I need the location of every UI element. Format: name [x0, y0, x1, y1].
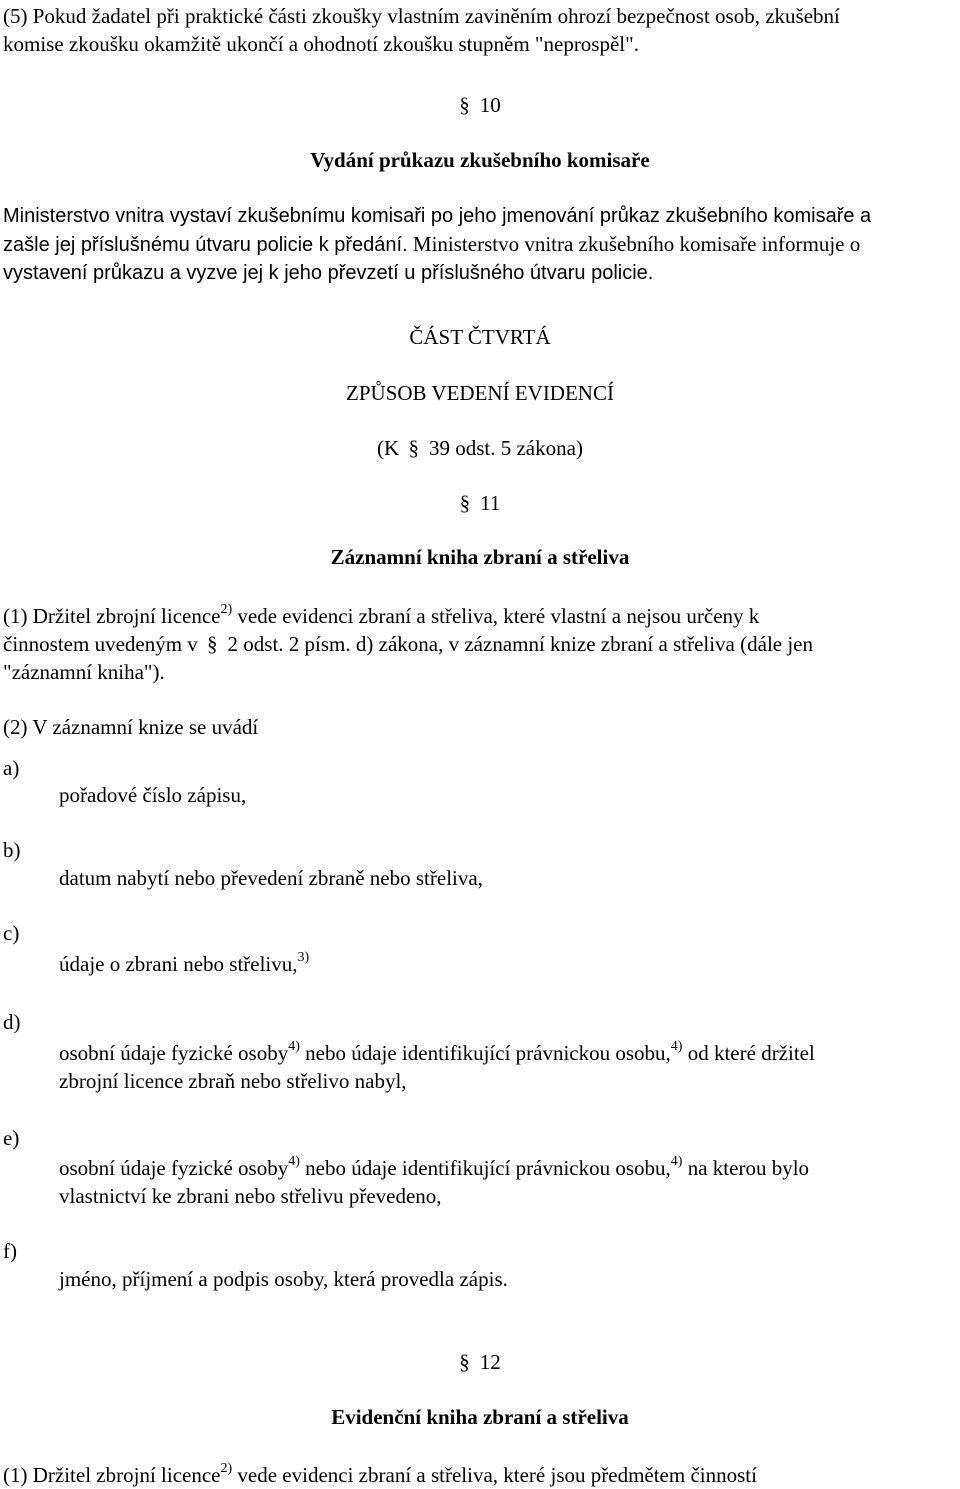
part-4-reference-pre: (K: [377, 436, 400, 460]
item-text-mid: nebo údaje identifikující právnickou osobu,: [299, 1041, 671, 1065]
section-10-title: Vydání průkazu zkušebního komisaře: [310, 148, 650, 172]
section-12-p1-post: vede evidenci zbraní a střeliva, které jsou předmětem činností: [232, 1463, 757, 1487]
section-mark: §: [408, 436, 419, 460]
paragraph-5-line-2: komise zkoušku okamžitě ukončí a ohodnotí zkoušku stupněm "neprospěl".: [3, 32, 639, 56]
item-text-line-2: zbrojní licence zbraň nebo střelivo nabyl,: [59, 1069, 407, 1093]
section-11-p1-line3: "záznamní kniha").: [3, 660, 165, 684]
footnote-ref: 2): [220, 1461, 233, 1476]
section-10-line-3: vystavení průkazu a vyzve jej k jeho převzetí u příslušného útvaru policie.: [3, 262, 654, 284]
part-4-subtitle: ZPŮSOB VEDENÍ EVIDENCÍ: [346, 381, 614, 405]
footnote-ref: 4): [670, 1039, 683, 1054]
item-text-wrap: [59, 1039, 940, 1095]
section-12-number-text: 12: [479, 1350, 501, 1374]
section-mark: §: [207, 632, 218, 656]
footnote-ref: 2): [220, 602, 233, 617]
item-letter: a): [3, 756, 20, 780]
section-10-number-text: 10: [479, 93, 501, 117]
section-11-number: [0, 489, 960, 517]
item-letter: d): [3, 1010, 21, 1034]
item-text: pořadové číslo zápisu,: [59, 783, 247, 807]
section-12-p1-pre: (1) Držitel zbrojní licence: [3, 1463, 221, 1487]
footnote-ref: 4): [670, 1154, 683, 1169]
section-11-paragraph-1: [3, 602, 954, 686]
section-12-paragraph-1: [3, 1461, 954, 1489]
section-11-paragraph-2: (2) V záznamní knize se uvádí: [3, 715, 259, 739]
part-4-reference-post: 39 odst. 5 zákona): [428, 436, 583, 460]
paragraph-5: [3, 2, 954, 58]
item-text: datum nabytí nebo převedení zbraně nebo střeliva,: [59, 866, 483, 890]
item-text-pre: osobní údaje fyzické osoby: [59, 1156, 289, 1180]
item-letter: f): [3, 1239, 17, 1263]
item-text-post: na kterou bylo: [682, 1156, 810, 1180]
part-4-title: ČÁST ČTVRTÁ: [409, 325, 551, 349]
section-11-number-text: 11: [480, 491, 501, 515]
section-mark: §: [459, 491, 471, 515]
item-text: údaje o zbrani nebo střelivu,: [59, 952, 298, 976]
section-11-p1-line2-pre: činnostem uvedeným v: [3, 632, 198, 656]
footnote-ref: 4): [288, 1154, 300, 1169]
footnote-ref: 4): [288, 1039, 300, 1054]
footnote-ref: 3): [297, 950, 310, 965]
section-12-title: Evidenční kniha zbraní a střeliva: [331, 1405, 629, 1429]
section-10-line-1: Ministerstvo vnitra vystaví zkušebnímu komisaři po jeho jmenování průkaz zkušebního komisaře a: [3, 205, 872, 227]
item-text-pre: osobní údaje fyzické osoby: [59, 1041, 289, 1065]
item-letter: c): [3, 921, 20, 945]
section-10-number: [0, 91, 960, 119]
section-10-line-2a: zašle jej příslušnému útvaru policie k předání.: [3, 234, 408, 256]
section-10-body: [3, 202, 954, 287]
item-text-line-2: vlastnictví ke zbrani nebo střelivu převedeno,: [59, 1184, 442, 1208]
paragraph-5-line-1: (5) Pokud žadatel při praktické části zkoušky vlastním zaviněním ohrozí bezpečnost osob, zkušební: [3, 4, 840, 28]
section-11-p1-line2-post: 2 odst. 2 písm. d) zákona, v záznamní knize zbraní a střeliva (dále jen: [227, 632, 814, 656]
section-mark: §: [459, 1350, 470, 1374]
section-mark: §: [459, 93, 470, 117]
item-text-post: od které držitel: [682, 1041, 815, 1065]
item-text-wrap: [59, 950, 940, 978]
item-letter: b): [3, 838, 21, 862]
item-text: jméno, příjmení a podpis osoby, která provedla zápis.: [59, 1267, 508, 1291]
section-11-title: Záznamní kniha zbraní a střeliva: [330, 545, 630, 569]
section-10-line-2b: Ministerstvo vnitra zkušebního komisaře informuje o: [407, 232, 861, 256]
item-text-mid: nebo údaje identifikující právnickou osobu,: [299, 1156, 671, 1180]
part-4-reference: [0, 434, 960, 462]
section-11-p1-pre: (1) Držitel zbrojní licence: [3, 604, 221, 628]
item-text-wrap: [59, 1154, 940, 1210]
section-11-p1-post: vede evidenci zbraní a střeliva, které vlastní a nejsou určeny k: [232, 604, 760, 628]
section-12-number: [0, 1348, 960, 1376]
item-letter: e): [3, 1126, 20, 1150]
